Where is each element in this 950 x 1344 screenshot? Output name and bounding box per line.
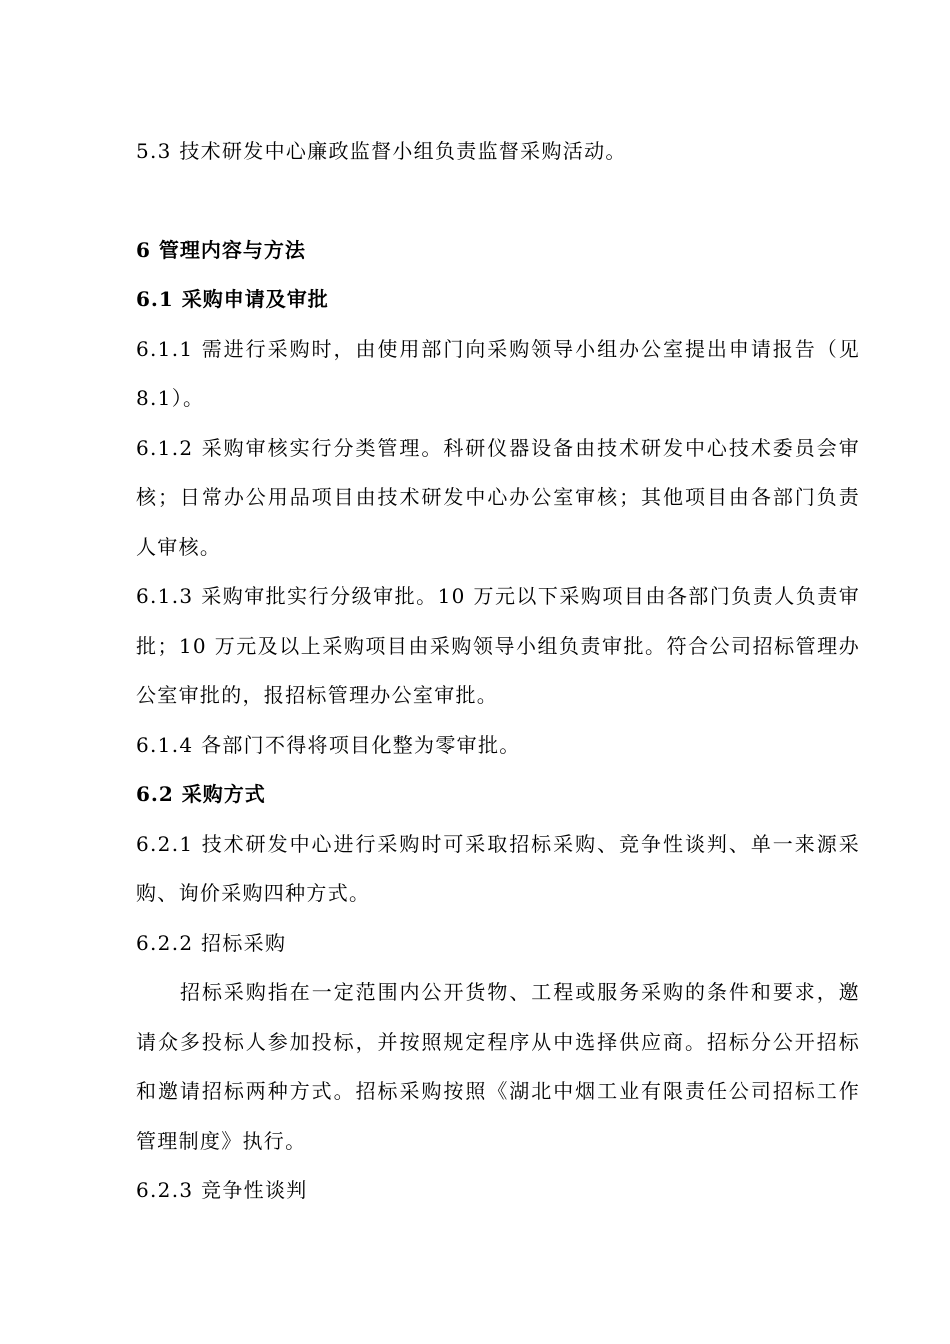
paragraph-6-2-2-body: 招标采购指在一定范围内公开货物、工程或服务采购的条件和要求，邀请众多投标人参加投标，并按照规定程序从中选择供应商。招标分公开招标和邀请招标两种方式。招标采购按照《湖北中烟工业有限责任公司招标工作管理制度》执行。 [136,980,860,1153]
document-body [136,127,860,1216]
paragraph-6-1-3: 6.1.3 采购审批实行分级审批。10 万元以下采购项目由各部门负责人负责审批；10 万元及以上采购项目由采购领导小组负责审批。符合公司招标管理办公室审批的，报招标管理办公室审批。 [136,584,860,707]
paragraph-6-2-1: 6.2.1 技术研发中心进行采购时可采取招标采购、竞争性谈判、单一来源采购、询价采购四种方式。 [136,831,860,905]
paragraph-6-2-2-title: 6.2.2 招标采购 [136,930,287,955]
paragraph-5-3: 5.3 技术研发中心廉政监督小组负责监督采购活动。 [136,139,627,163]
section-heading-6-2: 6.2 采购方式 [136,782,266,806]
paragraph-6-2-3-title: 6.2.3 竞争性谈判 [136,1178,308,1202]
paragraph-6-1-1: 6.1.1 需进行采购时，由使用部门向采购领导小组办公室提出申请报告（见8.1）。 [136,336,860,410]
paragraph-6-1-2: 6.1.2 采购审核实行分类管理。科研仪器设备由技术研发中心技术委员会审核；日常办公用品项目由技术研发中心办公室审核；其他项目由各部门负责人审核。 [136,435,860,559]
paragraph-6-1-4: 6.1.4 各部门不得将项目化整为零审批。 [136,732,521,757]
paragraph-gap [136,177,860,226]
section-heading-6-1: 6.1 采购申请及审批 [136,287,329,311]
section-heading-6: 6 管理内容与方法 [136,237,306,262]
